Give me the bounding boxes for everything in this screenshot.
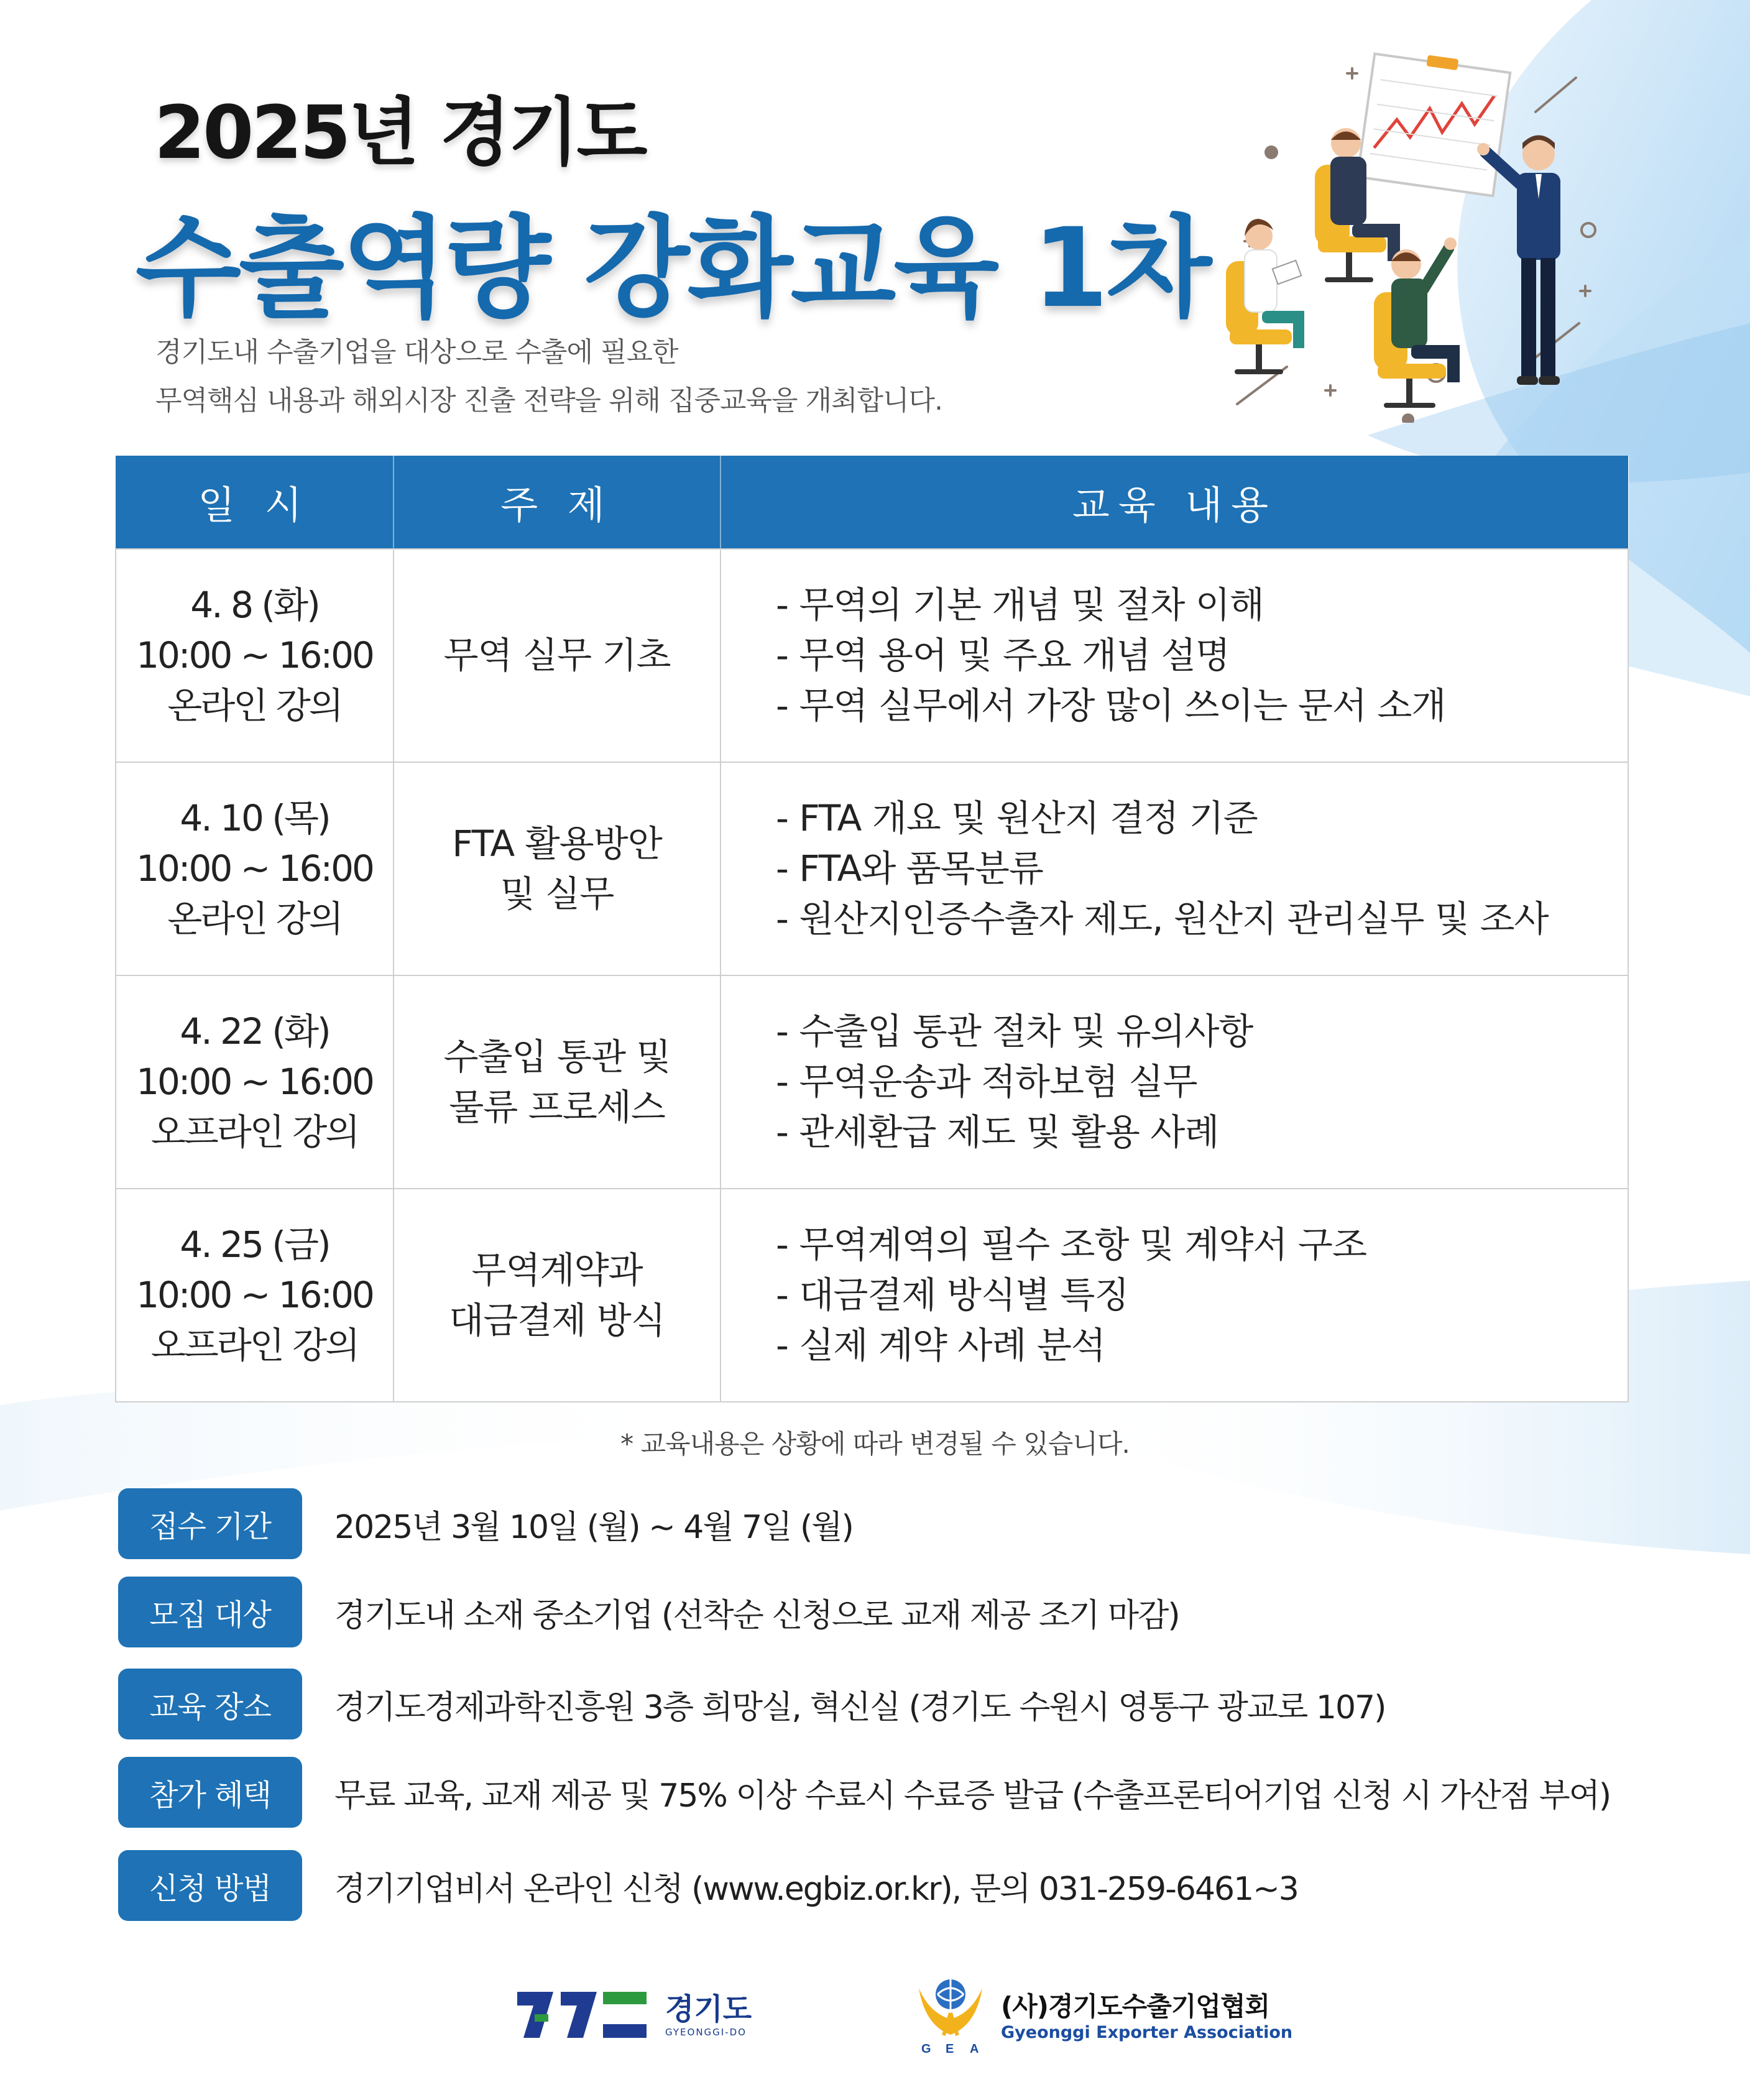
topic-cell <box>394 975 721 1189</box>
topic-line: 무역계약과 <box>471 1248 643 1291</box>
content-line: - 대금결제 방식별 특징 <box>776 1274 1129 1316</box>
topic-line: 수출입 통관 및 <box>443 1035 671 1078</box>
page-main-title: 수출역량 강화교육 1차 <box>136 205 1210 332</box>
topic-line: 대금결제 방식 <box>449 1299 665 1342</box>
header-topic: 주 제 <box>394 456 721 549</box>
session-time: 10:00 ~ 16:00 <box>136 1061 373 1103</box>
info-row-location <box>118 1669 1385 1739</box>
topic-line: 무역 실무 기초 <box>443 634 671 676</box>
session-date: 4. 25 (금) <box>180 1223 329 1266</box>
date-cell <box>116 762 394 975</box>
content-line: - FTA와 품목분류 <box>776 847 1043 890</box>
date-cell <box>116 975 394 1189</box>
session-mode: 오프라인 강의 <box>150 1324 359 1366</box>
gea-mark-letter: A <box>970 2042 979 2056</box>
session-mode: 오프라인 강의 <box>150 1111 359 1153</box>
table-row <box>116 549 1628 762</box>
gyeonggi-logo-sub: GYEONGGI-DO <box>665 2027 747 2038</box>
gea-mark-letter: G <box>921 2042 931 2056</box>
gyeonggi-logo-icon <box>516 1987 650 2043</box>
content-line: - FTA 개요 및 원산지 결정 기준 <box>776 797 1258 839</box>
info-value: 경기도경제과학진흥원 3층 희망실, 혁신실 (경기도 수원시 영통구 광교로 107) <box>334 1688 1386 1726</box>
topic-cell <box>394 762 721 975</box>
table-header-row <box>116 456 1628 549</box>
info-badge: 교육 장소 <box>118 1669 302 1739</box>
header-content: 교육 내용 <box>721 456 1628 549</box>
info-badge: 참가 혜택 <box>118 1757 302 1828</box>
info-badge: 모집 대상 <box>118 1577 302 1647</box>
content-line: - 무역 용어 및 주요 개념 설명 <box>776 634 1230 676</box>
topic-cell <box>394 1189 721 1402</box>
date-cell <box>116 1189 394 1402</box>
gea-logo-name: (사)경기도수출기업협회 <box>1001 1991 1270 2022</box>
business-presentation-illustration <box>1212 50 1672 423</box>
session-date: 4. 10 (목) <box>180 797 329 839</box>
topic-line: 물류 프로세스 <box>449 1085 665 1128</box>
content-cell <box>721 1189 1628 1402</box>
info-row-apply <box>118 1850 1298 1921</box>
info-badge: 신청 방법 <box>118 1850 302 1921</box>
info-value: 경기기업비서 온라인 신청 (www.egbiz.or.kr), 문의 031-259-6461~3 <box>334 1870 1298 1908</box>
header-date: 일 시 <box>116 456 394 549</box>
page-year-title: 2025년 경기도 <box>154 90 645 175</box>
gea-logo-icon <box>913 1976 988 2056</box>
topic-line: FTA 활용방안 <box>452 822 662 865</box>
info-row-target <box>118 1577 1179 1647</box>
schedule-table <box>115 456 1629 1402</box>
content-line: - 실제 계약 사례 분석 <box>776 1324 1105 1366</box>
content-line: - 관세환급 제도 및 활용 사례 <box>776 1111 1219 1153</box>
session-date: 4. 22 (화) <box>180 1010 329 1052</box>
content-cell <box>721 975 1628 1189</box>
content-line: - 무역 실무에서 가장 많이 쓰이는 문서 소개 <box>776 684 1446 727</box>
info-value: 경기도내 소재 중소기업 (선착순 신청으로 교재 제공 조기 마감) <box>334 1596 1179 1634</box>
gea-mark-letter: E <box>946 2042 954 2056</box>
gea-logo-sub: Gyeonggi Exporter Association <box>1001 2022 1293 2042</box>
session-time: 10:00 ~ 16:00 <box>136 634 373 676</box>
content-line: - 무역운송과 적하보험 실무 <box>776 1061 1197 1103</box>
session-mode: 온라인 강의 <box>167 898 342 940</box>
content-cell <box>721 762 1628 975</box>
gea-logo <box>913 1976 1292 2056</box>
table-row <box>116 1189 1628 1402</box>
info-row-benefit <box>118 1757 1610 1828</box>
info-value: 무료 교육, 교재 제공 및 75% 이상 수료시 수료증 발급 (수출프론티어기업 신청 시 가산점 부여) <box>334 1777 1611 1815</box>
intro-line-2: 무역핵심 내용과 해외시장 진출 전략을 위해 집중교육을 개최합니다. <box>155 385 942 417</box>
table-row <box>116 975 1628 1189</box>
session-time: 10:00 ~ 16:00 <box>136 1274 373 1316</box>
topic-cell <box>394 549 721 762</box>
info-badge: 접수 기간 <box>118 1488 302 1559</box>
content-cell <box>721 549 1628 762</box>
session-mode: 온라인 강의 <box>167 684 342 727</box>
session-time: 10:00 ~ 16:00 <box>136 847 373 890</box>
date-cell <box>116 549 394 762</box>
content-line: - 무역계역의 필수 조항 및 계약서 구조 <box>776 1223 1366 1266</box>
table-row <box>116 762 1628 975</box>
session-date: 4. 8 (화) <box>190 584 319 626</box>
content-line: - 수출입 통관 절차 및 유의사항 <box>776 1010 1253 1052</box>
content-line: - 무역의 기본 개념 및 절차 이해 <box>776 584 1264 626</box>
topic-line: 및 실무 <box>500 872 614 915</box>
gyeonggi-logo-name: 경기도 <box>665 1992 752 2027</box>
intro-text <box>155 328 942 425</box>
info-row-period <box>118 1488 853 1559</box>
content-line: - 원산지인증수출자 제도, 원산지 관리실무 및 조사 <box>776 898 1549 940</box>
gyeonggi-logo <box>516 1987 752 2043</box>
info-value: 2025년 3월 10일 (월) ~ 4월 7일 (월) <box>334 1508 853 1546</box>
change-notice: * 교육내용은 상황에 따라 변경될 수 있습니다. <box>620 1429 1130 1459</box>
intro-line-1: 경기도내 수출기업을 대상으로 수출에 필요한 <box>155 336 678 368</box>
